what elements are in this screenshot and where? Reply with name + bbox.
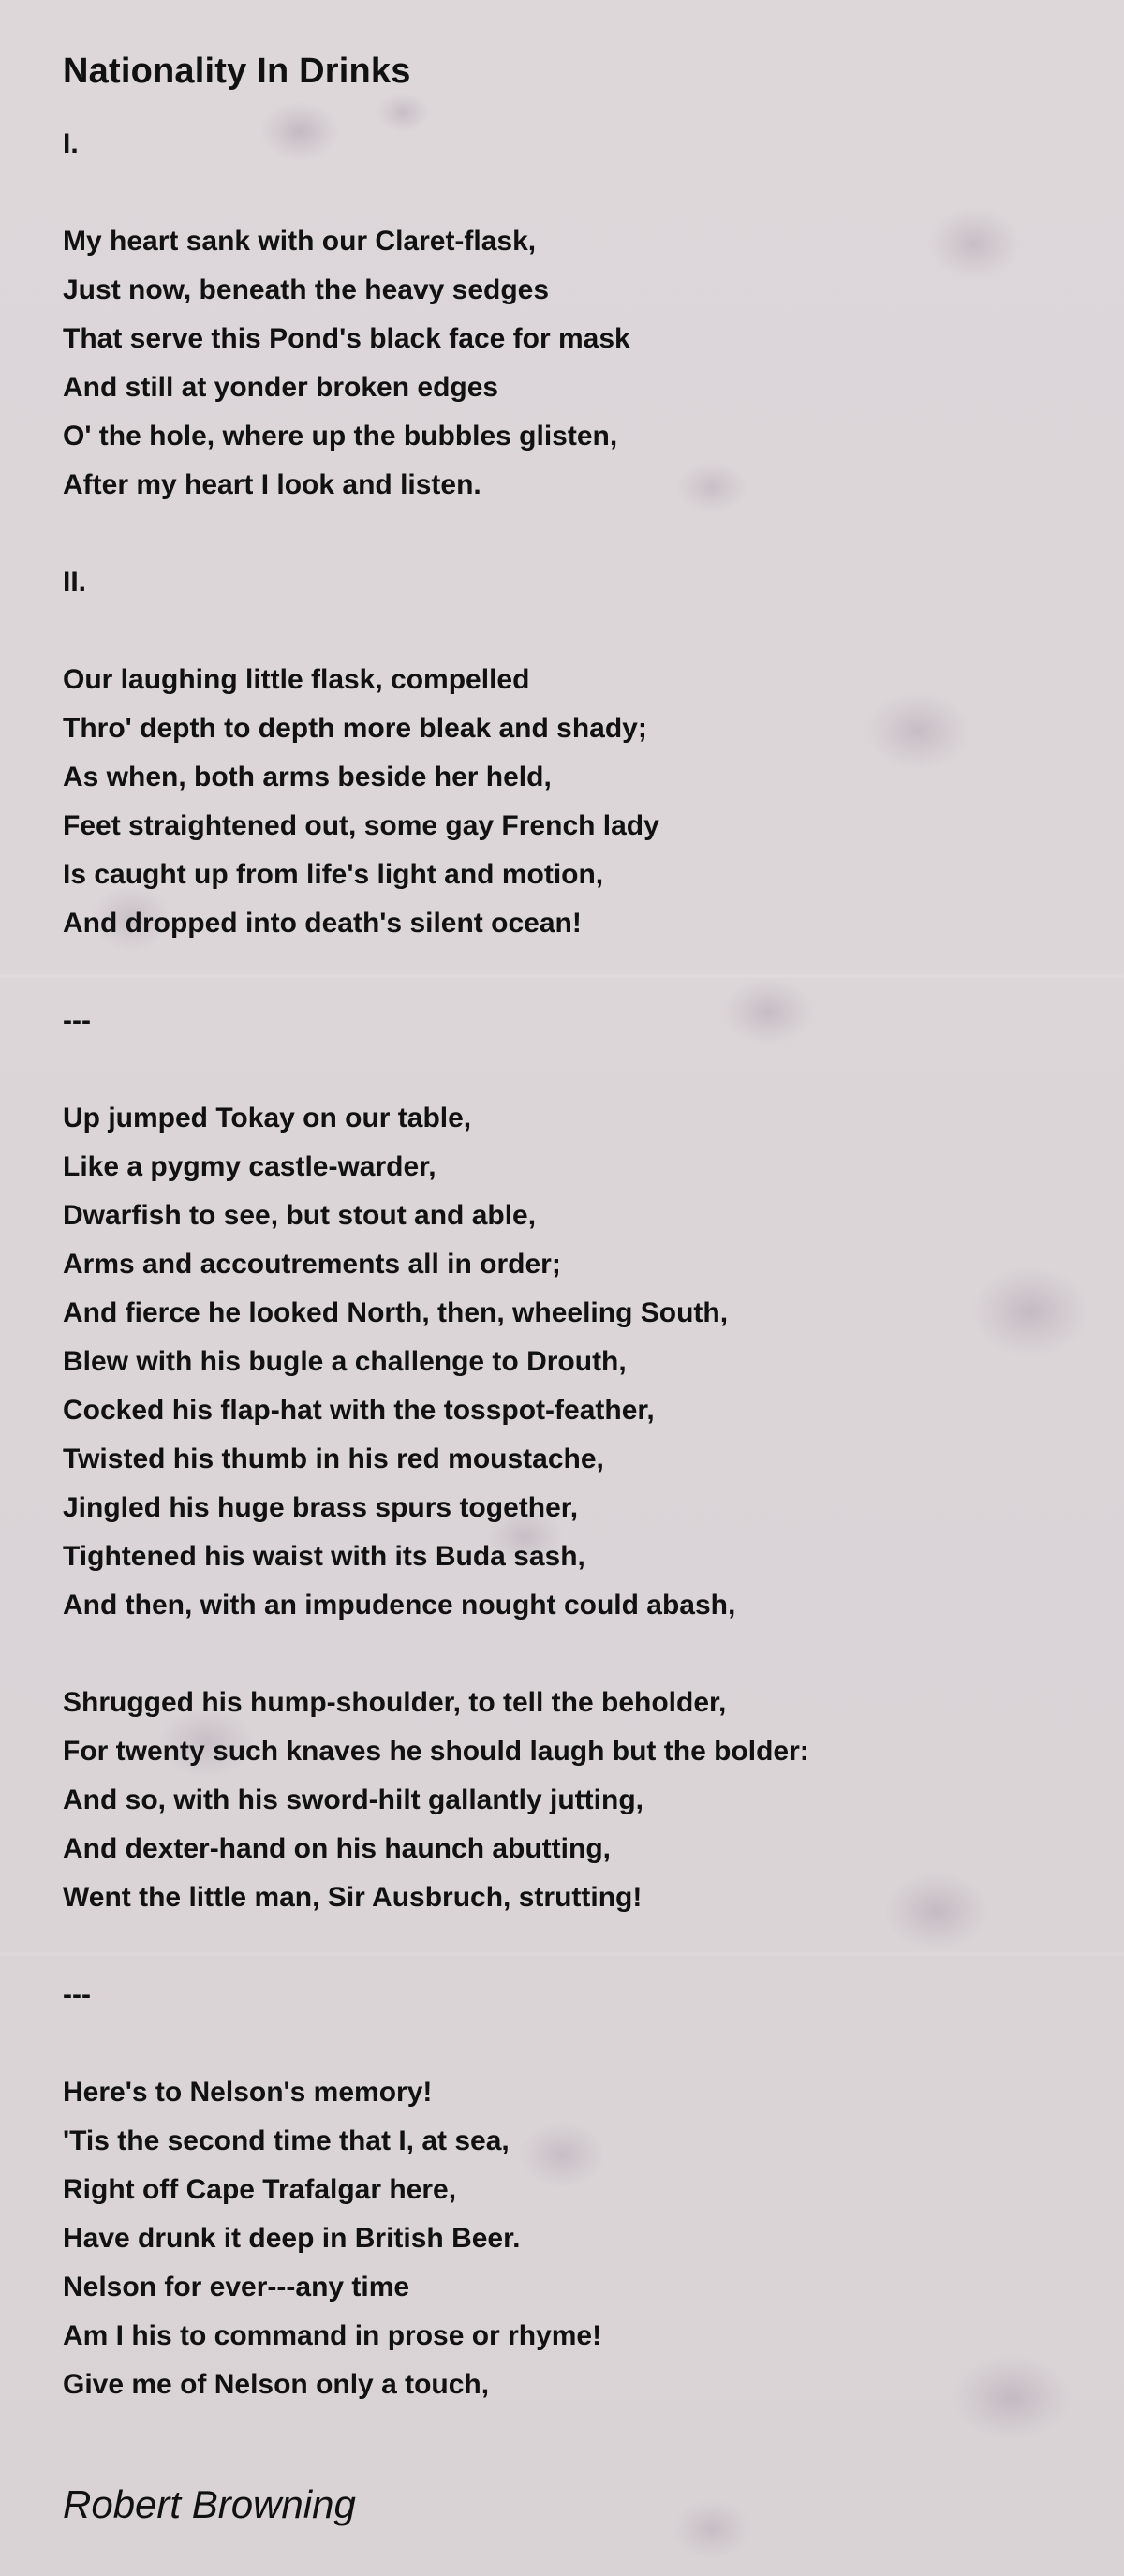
poem-line: Tightened his waist with its Buda sash, <box>63 1541 585 1572</box>
poem-line: And fierce he looked North, then, wheeling South, <box>63 1297 729 1328</box>
poem-line: --- <box>63 1979 91 2010</box>
poem-line <box>63 948 1093 997</box>
poem-line: And then, with an impudence nought could abash, <box>63 1590 736 1621</box>
poem-title: Nationality In Drinks <box>63 52 411 91</box>
poem-line: As when, both arms beside her held, <box>63 762 552 792</box>
poem-line: Our laughing little flask, compelled <box>63 664 530 695</box>
poem-line: Like a pygmy castle-warder, <box>63 1151 436 1182</box>
poem-line: After my heart I look and listen. <box>63 469 481 500</box>
poem-line: Dwarfish to see, but stout and able, <box>63 1200 537 1231</box>
poem-line: Cocked his flap-hat with the tosspot-feather, <box>63 1395 655 1426</box>
poem-line: O' the hole, where up the bubbles glisten, <box>63 421 618 452</box>
poem-line: For twenty such knaves he should laugh but the bolder: <box>63 1736 809 1767</box>
poem-line <box>63 510 1093 558</box>
poem-line: Have drunk it deep in British Beer. <box>63 2223 521 2254</box>
poem-line <box>63 2020 1093 2068</box>
poem-line: Am I his to command in prose or rhyme! <box>63 2320 602 2351</box>
poem-line: 'Tis the second time that I, at sea, <box>63 2125 510 2156</box>
poem-line: And so, with his sword-hilt gallantly jutting, <box>63 1784 643 1815</box>
poem-line: Give me of Nelson only a touch, <box>63 2369 490 2400</box>
poem-line: --- <box>63 1005 91 1036</box>
poem-line: II. <box>63 567 87 598</box>
poem-line <box>63 607 1093 656</box>
poem-line <box>63 1630 1093 1679</box>
poem-line: And dexter-hand on his haunch abutting, <box>63 1833 611 1864</box>
poem-line: My heart sank with our Claret-flask, <box>63 226 537 257</box>
poem-line: Shrugged his hump-shoulder, to tell the beholder, <box>63 1687 727 1718</box>
poem-line <box>63 1045 1093 1094</box>
poem-line: Arms and accoutrements all in order; <box>63 1249 561 1280</box>
poem-page <box>63 49 1093 2409</box>
poem-line: Went the little man, Sir Ausbruch, strutting! <box>63 1882 643 1913</box>
poem-line: That serve this Pond's black face for mask <box>63 323 630 354</box>
poem-line: Here's to Nelson's memory! <box>63 2077 433 2108</box>
poem-line: And still at yonder broken edges <box>63 372 499 403</box>
poem-line: Jingled his huge brass spurs together, <box>63 1492 579 1523</box>
poem-line: Nelson for ever---any time <box>63 2272 410 2302</box>
poem-line: Just now, beneath the heavy sedges <box>63 274 550 305</box>
poem-line: I. <box>63 128 79 159</box>
poem-line: Up jumped Tokay on our table, <box>63 1103 472 1133</box>
poem-line: Is caught up from life's light and motion, <box>63 859 604 890</box>
poem-line <box>63 169 1093 217</box>
poem-line: Twisted his thumb in his red moustache, <box>63 1443 604 1474</box>
poem-line: And dropped into death's silent ocean! <box>63 908 582 939</box>
poem-author: Robert Browning <box>63 2482 356 2526</box>
poem-line: Thro' depth to depth more bleak and shady; <box>63 713 647 744</box>
poem-line <box>63 1922 1093 1971</box>
poem-line: Blew with his bugle a challenge to Drouth, <box>63 1346 627 1377</box>
poem-body <box>63 120 1093 2409</box>
poem-line: Feet straightened out, some gay French lady <box>63 810 659 841</box>
poem-line: Right off Cape Trafalgar here, <box>63 2174 457 2205</box>
